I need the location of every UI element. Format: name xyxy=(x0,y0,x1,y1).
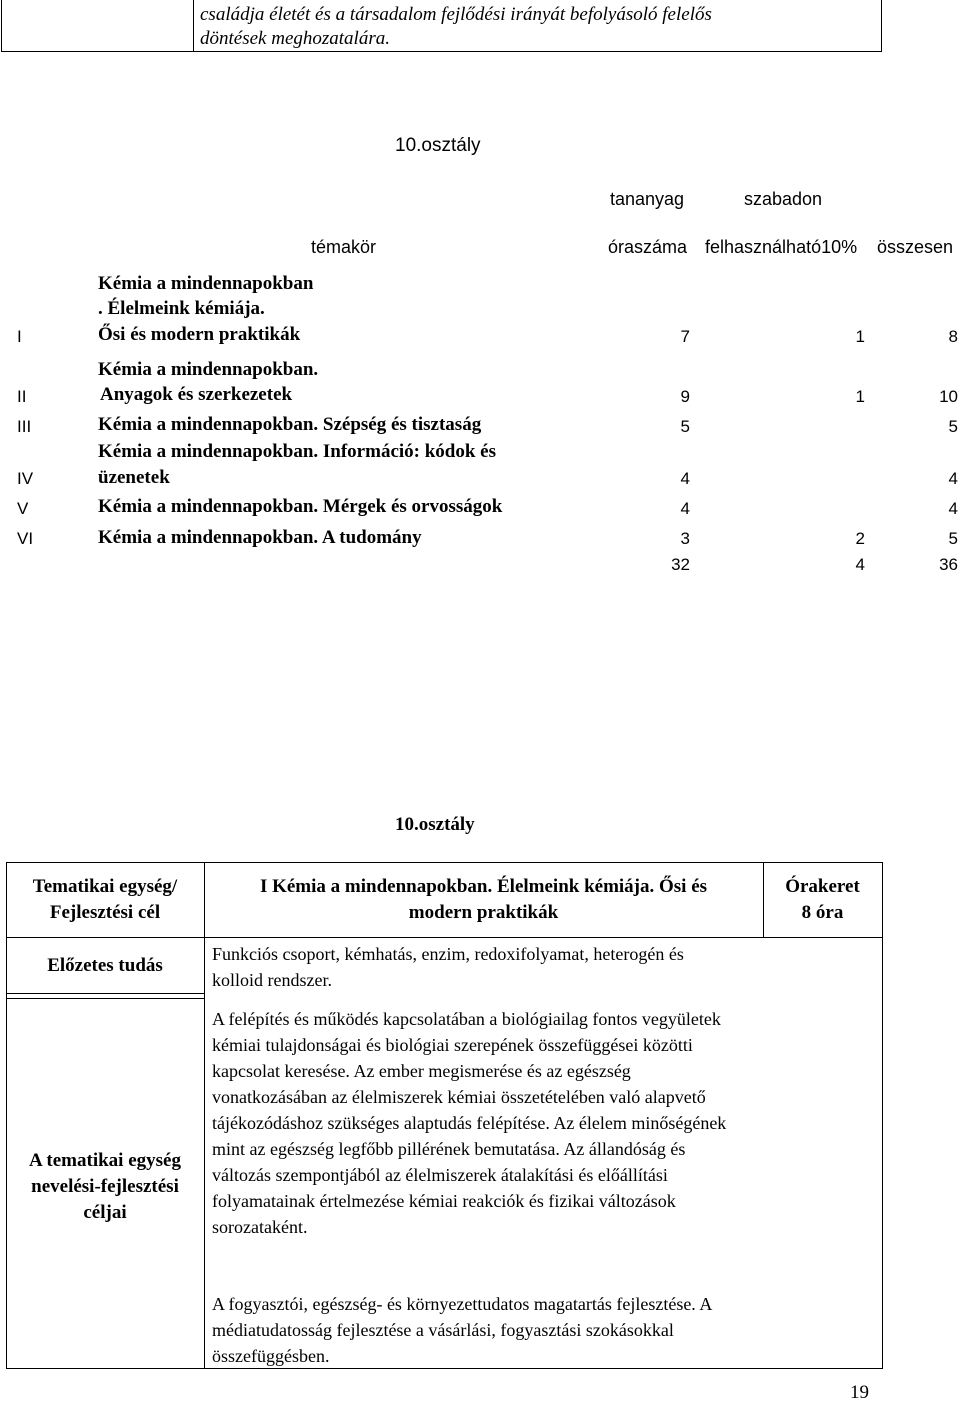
detail-title: 10.osztály xyxy=(395,814,475,835)
intro-line-1: családja életét és a társadalom fejlődési irányát befolyásoló felelős xyxy=(200,4,712,25)
header-osszesen: összesen xyxy=(877,237,954,257)
unit-title-line-2: modern praktikák xyxy=(408,902,559,923)
row-2-szabadon: 1 xyxy=(855,387,865,406)
goals-line: mint az egészség legfőbb pillérének bemutatása. Az állandóság és xyxy=(212,1139,686,1159)
total-tananyag: 32 xyxy=(671,555,690,574)
label-prior: Előzetes tudás xyxy=(47,955,163,976)
goals-line: kapcsolat keresése. Az ember megismerése és az egészség xyxy=(212,1061,631,1081)
row-1-tananyag: 7 xyxy=(680,327,690,346)
row-5-osszesen: 4 xyxy=(948,499,958,518)
hours xyxy=(763,874,882,926)
row-6-tananyag: 3 xyxy=(680,529,690,548)
goals-line: A felépítés és működés kapcsolatában a biológiailag fontos vegyületek xyxy=(212,1009,721,1029)
header-tananyag-2: óraszáma xyxy=(608,237,688,257)
row-2-line-1: Kémia a mindennapokban. xyxy=(98,359,319,380)
row-3-line-1: Kémia a mindennapokban. Szépség és tisztaság xyxy=(98,414,482,435)
row-4-line-2: üzenetek xyxy=(98,467,170,488)
goals-paragraph xyxy=(212,1006,726,1240)
label-unit-line-2: Fejlesztési cél xyxy=(49,902,161,923)
label-unit-line-1: Tematikai egység/ xyxy=(32,876,178,897)
row-2-line-2: Anyagok és szerkezetek xyxy=(100,384,293,405)
prior-knowledge xyxy=(212,941,684,993)
row-6-line-1: Kémia a mindennapokban. A tudomány xyxy=(98,527,422,548)
label-goals-line-1: A tematikai egység xyxy=(29,1150,181,1171)
prior-line-2: kolloid rendszer. xyxy=(212,970,332,990)
goals2-line: összefüggésben. xyxy=(212,1346,330,1366)
goals-line: változás szempontjából az élelmiszerek átalakítási és előállítási xyxy=(212,1165,668,1185)
unit-title xyxy=(204,874,763,926)
total-szabadon: 4 xyxy=(855,555,865,574)
row-2-osszesen: 10 xyxy=(939,387,958,406)
row-6-szabadon: 2 xyxy=(855,529,865,548)
label-goals xyxy=(6,1148,204,1226)
table-border-left xyxy=(6,862,7,1369)
header-szabadon-2: felhasználható10% xyxy=(705,237,858,257)
row-1-line-1: Kémia a mindennapokban xyxy=(98,273,314,294)
intro-line-2: döntések meghozatalára. xyxy=(200,28,390,49)
summary-title: 10.osztály xyxy=(395,135,481,156)
intro-box xyxy=(1,0,882,52)
row-4-osszesen: 4 xyxy=(948,469,958,488)
table-border-top xyxy=(6,862,883,863)
row-1-num: I xyxy=(17,327,22,346)
header-szabadon-1: szabadon xyxy=(744,189,823,209)
row-4-num: IV xyxy=(17,469,34,488)
label-goals-line-3: céljai xyxy=(83,1202,127,1223)
hours-line-2: 8 óra xyxy=(801,902,844,923)
row-5-line-1: Kémia a mindennapokban. Mérgek és orvosságok xyxy=(98,496,503,517)
label-unit xyxy=(6,874,204,926)
table-border-col-sep xyxy=(204,862,205,1369)
row-1-line-2: . Élelmeink kémiája. xyxy=(98,298,265,319)
row-4-line-1: Kémia a mindennapokban. Információ: kódok és xyxy=(98,441,497,462)
table-border-right xyxy=(882,862,883,1369)
table-border-col1-row2 xyxy=(6,993,204,994)
goals-line: tájékozódáshoz szükséges alaptudás felépítése. Az élelem minőségének xyxy=(212,1113,727,1133)
row-1-szabadon: 1 xyxy=(855,327,865,346)
goals-paragraph-2 xyxy=(212,1291,712,1369)
table-border-col1-row2b xyxy=(6,998,204,999)
row-3-num: III xyxy=(17,417,32,436)
page-number: 19 xyxy=(850,1382,869,1403)
row-5-num: V xyxy=(17,499,29,518)
row-3-osszesen: 5 xyxy=(948,417,958,436)
total-osszesen: 36 xyxy=(939,555,958,574)
goals2-line: A fogyasztói, egészség- és környezettudatos magatartás fejlesztése. A xyxy=(212,1294,713,1314)
intro-cell xyxy=(193,0,881,51)
goals2-line: médiatudatosság fejlesztése a vásárlási, fogyasztási szokásokkal xyxy=(212,1320,674,1340)
header-tananyag-1: tananyag xyxy=(610,189,685,209)
row-1-osszesen: 8 xyxy=(948,327,958,346)
row-6-osszesen: 5 xyxy=(948,529,958,548)
row-6-num: VI xyxy=(17,529,34,548)
row-4-tananyag: 4 xyxy=(680,469,690,488)
row-2-num: II xyxy=(17,387,27,406)
header-temakor: témakör xyxy=(311,237,377,257)
label-goals-line-2: nevelési-fejlesztési xyxy=(31,1176,179,1197)
goals-line: sorozataként. xyxy=(212,1217,308,1237)
row-1-line-3: Ősi és modern praktikák xyxy=(98,324,301,345)
goals-line: folyamatainak értelmezése kémiai reakciók és fizikai változások xyxy=(212,1191,676,1211)
goals-line: kémiai tulajdonságai és biológiai szerepének összefüggései közötti xyxy=(212,1035,693,1055)
unit-title-line-1: I Kémia a mindennapokban. Élelmeink kémiája. Ősi és xyxy=(259,876,708,897)
table-border-row1 xyxy=(6,937,883,938)
hours-line-1: Órakeret xyxy=(785,876,860,897)
row-2-tananyag: 9 xyxy=(680,387,690,406)
row-3-tananyag: 5 xyxy=(680,417,690,436)
goals-line: vonatkozásában az élelmiszerek kémiai összetételében való alapvető xyxy=(212,1087,706,1107)
row-5-tananyag: 4 xyxy=(680,499,690,518)
prior-line-1: Funkciós csoport, kémhatás, enzim, redoxifolyamat, heterogén és xyxy=(212,944,684,964)
